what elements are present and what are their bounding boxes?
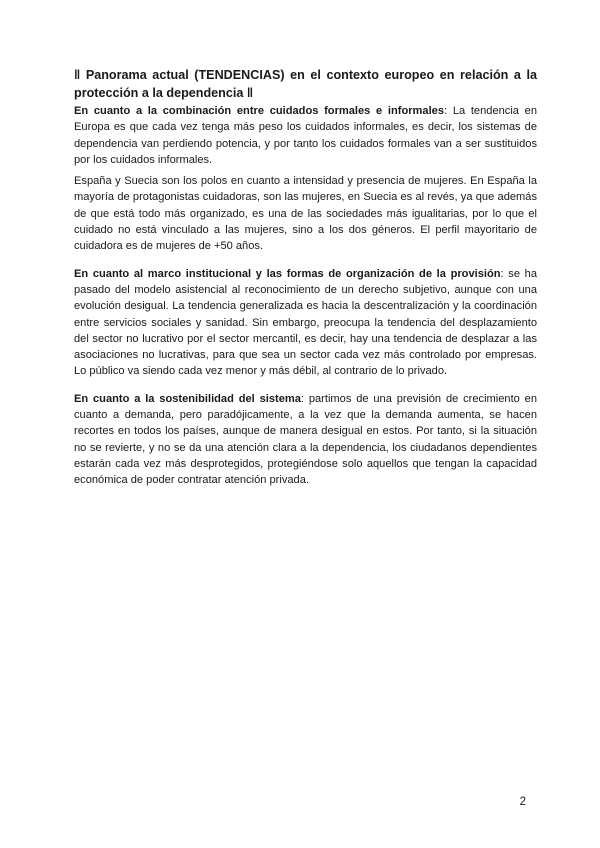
page-number: 2 xyxy=(519,796,526,808)
paragraph-body: : partimos de una previsión de crecimiento en cuanto a demanda, pero paradójicamente, a la vez que la demanda aumenta, se hacen recortes en todos los países, aunque de manera desigual en estos. Por tanto, si la situación no se revierte, y no se da una atención clara a la dependencia, los ciudadanos dependientes estarán cada vez más desprotegidos, protegiéndose solo aquellos que tengan la capacidad económica de poder contratar atención privada. xyxy=(74,392,538,487)
section-title: ‖ Panorama actual (TENDENCIAS) en el contexto europeo en relación a la protección a la dependencia ‖ xyxy=(74,68,537,100)
paragraph-institutional-framework xyxy=(74,266,537,380)
document-page xyxy=(74,66,537,494)
paragraph-body: : se ha pasado del modelo asistencial al reconocimiento de un derecho subjetivo, aunque con una evolución desigual. La tendencia generalizada es hacia la descentralización y la coordinación entre servicios sociales y sanidad. Sin embargo, preocupa la tendencia del desplazamiento del sector no lucrativo por el sector mercantil, es decir, hay una tendencia de desplazar a las asociaciones no lucrativas, para que sea un sector cada vez más controlado por empresas. Lo público va siendo cada vez menor y más débil, al contrario de lo privado. xyxy=(74,267,537,378)
paragraph-lead: En cuanto a la combinación entre cuidados formales e informales xyxy=(74,105,445,117)
paragraph-spain-sweden xyxy=(74,173,537,254)
paragraph-body: : La tendencia en Europa es que cada vez tenga más peso los cuidados informales, es decir, los sistemas de dependencia van perdiendo potencia, y por tanto los cuidados formales van a ser sustituidos por los cuidados informales. xyxy=(74,105,538,166)
paragraph-care-combination xyxy=(74,103,537,168)
paragraph-body: España y Suecia son los polos en cuanto a intensidad y presencia de mujeres. En España la mayoría de protagonistas cuidadoras, son las mujeres, en Suecia es al revés, ya que además de que está todo más organizado, es una de las sociedades más igualitarias, por lo que el cuidado no está vinculado a las mujeres, sino a los dos géneros. El perfil mayoritario de cuidadora es de mujeres de +50 años. xyxy=(74,175,537,253)
paragraph-sustainability xyxy=(74,391,537,489)
paragraph-lead: En cuanto a la sostenibilidad del sistema xyxy=(74,392,301,405)
paragraph-lead: En cuanto al marco institucional y las formas de organización de la provisión xyxy=(74,267,501,280)
